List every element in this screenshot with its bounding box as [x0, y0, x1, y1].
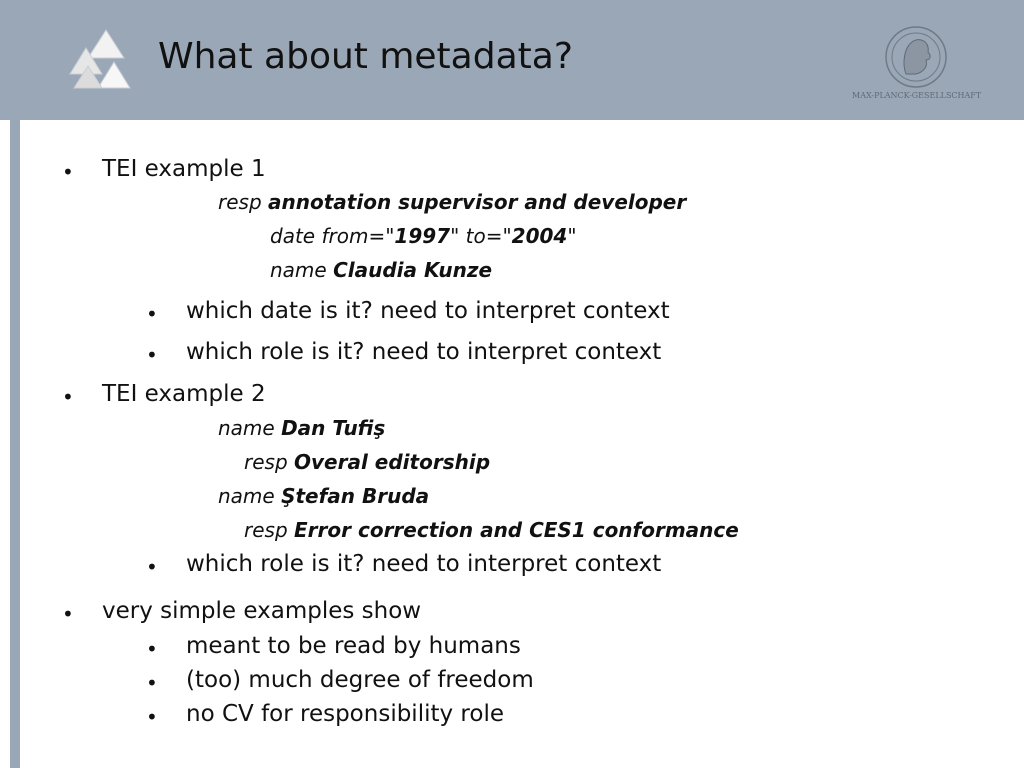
ex2-resp1-key: resp: [244, 450, 288, 474]
ex2-resp2-line: [244, 518, 739, 542]
ex2-name2-key: name: [218, 484, 275, 508]
summary-item: (too) much degree of freedom: [186, 667, 534, 693]
bullet-glyph: •: [146, 555, 158, 579]
max-planck-seal-icon: [850, 24, 990, 104]
bullet-glyph: •: [62, 385, 74, 409]
bullet-glyph: •: [146, 637, 158, 661]
bullet-glyph: •: [62, 160, 74, 184]
ex1-question-date: which date is it? need to interpret context: [186, 298, 670, 324]
ex2-name2-line: [218, 484, 429, 508]
ex1-resp-key: resp: [218, 190, 262, 214]
ex1-date-from: 1997: [394, 224, 451, 248]
summary-item: no CV for responsibility role: [186, 701, 504, 727]
ex2-question-role: which role is it? need to interpret context: [186, 551, 662, 577]
triangles-logo-icon: [66, 28, 136, 90]
ex1-date-line: [270, 224, 577, 248]
bullet-glyph: •: [62, 602, 74, 626]
ex2-resp1-line: [244, 450, 490, 474]
ex1-name-value: Claudia Kunze: [333, 258, 493, 282]
bullet-glyph: •: [146, 343, 158, 367]
ex1-date-to: 2004: [511, 224, 568, 248]
ex2-title: TEI example 2: [102, 381, 266, 407]
ex2-name2-value: Ştefan Bruda: [281, 484, 430, 508]
ex1-question-role: which role is it? need to interpret context: [186, 339, 662, 365]
ex2-name1-line: [218, 416, 385, 440]
ex1-resp-line: [218, 190, 686, 214]
ex1-date-mid: " to=": [450, 224, 512, 248]
seal-caption: MAX-PLANCK-GESELLSCHAFT: [852, 91, 982, 100]
ex1-date-suffix: ": [567, 224, 577, 248]
bullet-glyph: •: [146, 302, 158, 326]
ex1-title: TEI example 1: [102, 156, 266, 182]
ex2-resp2-key: resp: [244, 518, 288, 542]
ex2-name1-key: name: [218, 416, 275, 440]
bullet-glyph: •: [146, 671, 158, 695]
summary-item: meant to be read by humans: [186, 633, 521, 659]
ex2-resp2-value: Error correction and CES1 conformance: [294, 518, 739, 542]
ex1-name-line: [270, 258, 492, 282]
bullet-glyph: •: [146, 705, 158, 729]
ex1-name-key: name: [270, 258, 327, 282]
ex1-resp-value: annotation supervisor and developer: [268, 190, 687, 214]
summary-title: very simple examples show: [102, 598, 422, 624]
ex2-name1-value: Dan Tufiş: [281, 416, 386, 440]
ex2-resp1-value: Overal editorship: [294, 450, 491, 474]
slide-title: What about metadata?: [158, 36, 573, 77]
left-accent-bar: [10, 0, 20, 768]
ex1-date-prefix: date from=": [270, 224, 395, 248]
